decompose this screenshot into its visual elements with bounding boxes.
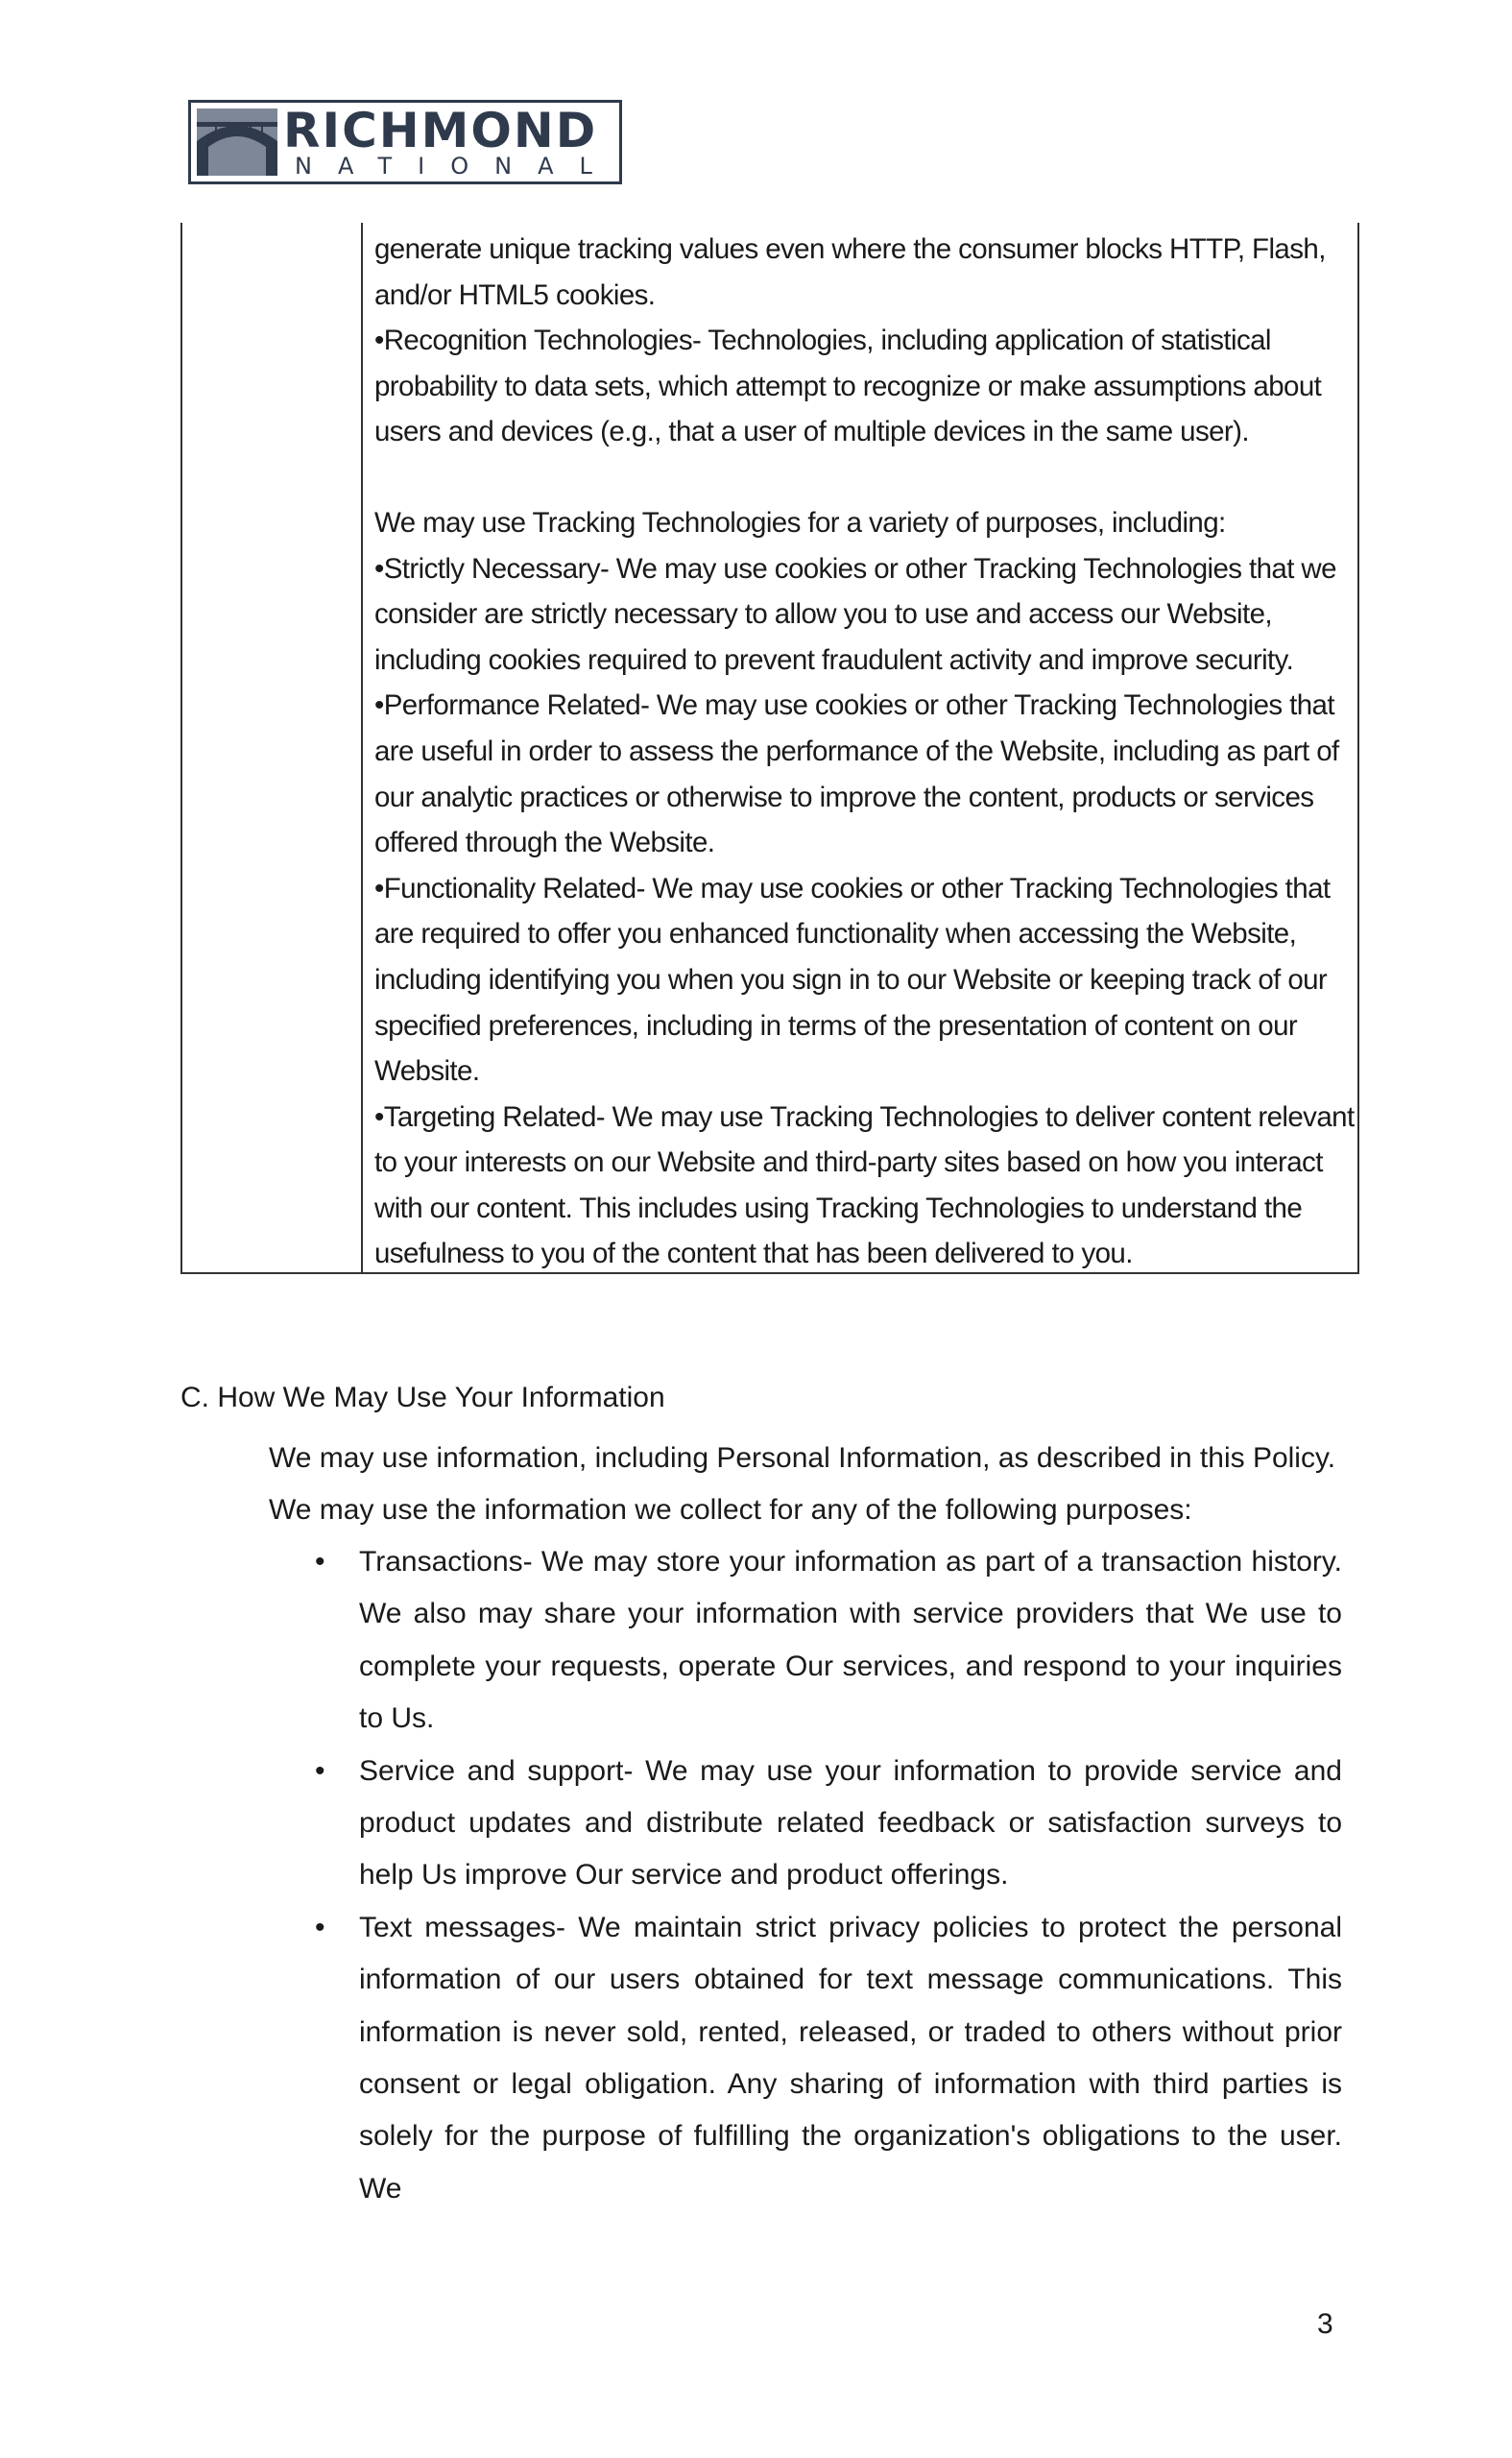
page-number: 3 <box>1317 2308 1333 2340</box>
section-c-heading: C. How We May Use Your Information <box>180 1382 665 1413</box>
section-c-bullet-list <box>315 1536 1342 2215</box>
intro-line: We may use information, including Personal Information, as described in this Policy. <box>269 1442 1336 1474</box>
table-text-line: Website. <box>374 1055 480 1088</box>
table-text-line: usefulness to you of the content that has been delivered to you. <box>374 1238 1133 1270</box>
bridge-arch-icon <box>197 108 277 176</box>
table-text-line: •Performance Related- We may use cookies or other Tracking Technologies that <box>374 689 1334 722</box>
logo-wordmark-top: RICHMOND <box>283 103 598 158</box>
table-text-line: consider are strictly necessary to allow you to use and access our Website, <box>374 598 1272 631</box>
table-text-line: •Functionality Related- We may use cookies or other Tracking Technologies that <box>374 872 1331 904</box>
table-text-line: with our content. This includes using Tracking Technologies to understand the <box>374 1192 1303 1224</box>
table-text-line: offered through the Website. <box>374 827 715 859</box>
blank-line <box>374 455 1354 500</box>
table-text-line: including cookies required to prevent fraudulent activity and improve security. <box>374 643 1294 676</box>
table-text-line: We may use Tracking Technologies for a variety of purposes, including: <box>374 506 1226 539</box>
bullet-text: Transactions- We may store your information as part of a transaction history. We also may share your information with service providers that We use to complete your requests, operate Our services, and respond to your inquiries to Us. <box>359 1546 1342 1735</box>
table-text-line: users and devices (e.g., that a user of multiple devices in the same user). <box>374 416 1249 448</box>
section-c-intro <box>269 1433 1344 1536</box>
table-text-line: •Recognition Technologies- Technologies, including application of statistical <box>374 325 1271 357</box>
table-text-line: and/or HTML5 cookies. <box>374 278 656 311</box>
bullet-icon: • <box>315 1754 325 1787</box>
bullet-icon: • <box>315 1911 325 1943</box>
table-text-line: to your interests on our Website and third-party sites based on how you interact <box>374 1146 1323 1179</box>
bullet-item <box>315 1746 1342 1902</box>
table-text-line: our analytic practices or otherwise to improve the content, products or services <box>374 781 1314 813</box>
logo-wordmark-bottom: NATIONAL <box>295 153 618 180</box>
bullet-item <box>315 1536 1342 1746</box>
table-text-line: probability to data sets, which attempt to recognize or make assumptions about <box>374 370 1322 402</box>
table-text-line: specified preferences, including in terms of the presentation of content on our <box>374 1009 1298 1042</box>
intro-line: We may use the information we collect for any of the following purposes: <box>269 1494 1192 1526</box>
bullet-item <box>315 1902 1342 2215</box>
bullet-icon: • <box>315 1546 325 1578</box>
richmond-national-logo <box>188 100 622 184</box>
bullet-text: Text messages- We maintain strict privacy policies to protect the personal information of our users obtained for text message communications. This information is never sold, rented, released, or traded to others without prior consent or legal obligation. Any sharing of information with third parties is solely for the purpose of fulfilling the organization's obligations to the user. We <box>359 1911 1342 2205</box>
table-cell-description <box>374 227 1354 1277</box>
table-text-line: are required to offer you enhanced functionality when accessing the Website, <box>374 918 1297 951</box>
table-text-line: including identifying you when you sign in to our Website or keeping track of our <box>374 963 1328 996</box>
table-text-line: •Targeting Related- We may use Tracking Technologies to deliver content relevant <box>374 1100 1355 1133</box>
bullet-text: Service and support- We may use your information to provide service and product updates and distribute related feedback or satisfaction surveys to help Us improve Our service and product offerings. <box>359 1754 1342 1892</box>
table-text-line: are useful in order to assess the performance of the Website, including as part of <box>374 735 1339 767</box>
table-column-divider <box>361 223 363 1272</box>
table-text-line: generate unique tracking values even where the consumer blocks HTTP, Flash, <box>374 233 1326 265</box>
table-text-line: •Strictly Necessary- We may use cookies or other Tracking Technologies that we <box>374 552 1336 585</box>
tracking-technologies-table <box>180 223 1359 1274</box>
